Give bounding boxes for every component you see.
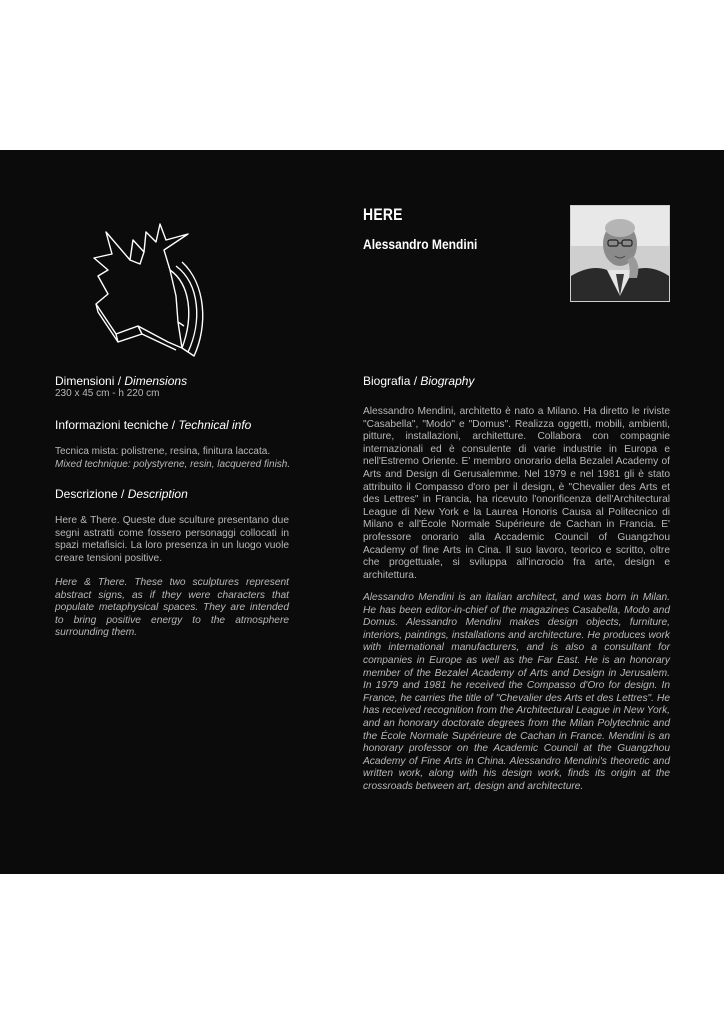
technical-text-italian: Tecnica mista: polistrene, resina, finitura laccata. bbox=[55, 446, 271, 457]
sculpture-drawing bbox=[78, 210, 208, 360]
artwork-title: HERE bbox=[363, 205, 403, 224]
description-heading: Descrizione / Description bbox=[55, 487, 188, 501]
biography-text-italian: Alessandro Mendini, architetto è nato a Milano. Ha diretto le riviste "Casabella", "Modo" e "Domus". Realizza oggetti, mobili, ambienti, pitture, installazioni, architetture. Collabora con compagnie internazionali ed è consulente di varie industrie in Europa e nell'Estremo Oriente. E' membro onorario della Bezalel Academy of Arts and Design di Gerusalemme. Nel 1979 e nel 1981 gli è stato attribuito il Compasso d'oro per il design, è "Chevalier des Arts et des Lettres" in Francia, ha ricevuto l'onorificenza dell'Architectural League di New York e la Laurea Honoris Causa al Politecnico di Milano e all'École Normale Supérieure de Cachan in Francia. E' professore onorario alla Accademic Council of Guangzhou Academy of fine Arts in Cina. Il suo lavoro, teorico e scritto, oltre che progettuale, si sviluppa all'incrocio fra arte, design e architettura. bbox=[363, 406, 670, 581]
description-text-english: Here & There. These two sculptures represent abstract signs, as if they were characters that populate metaphysical spaces. They are intended to bring positive energy to the atmosphere surrounding them. bbox=[55, 577, 289, 639]
technical-text-english: Mixed technique: polystyrene, resin, lacquered finish. bbox=[55, 459, 291, 470]
artist-portrait bbox=[570, 205, 670, 302]
biography-text-english: Alessandro Mendini is an italian architect, and was born in Milan. He has been editor-in-chief of the magazines Casabella, Modo and Domus. Alessandro Mendini makes design objects, furniture, interiors, paintings, installations and architecture. He produces work with international manufacturers, and is also a consultant for companies in Europe as well as the Far East. He is an honorary member of the Bezalel Academy of Arts and Design in Jerusalem. In 1979 and 1981 he received the Compasso d'Oro for design. In France, he carries the title of "Chevalier des Arts et des Lettres". He has received recognition from the Architectural League in New York, and an honorary doctorate degrees from the Milan Polytechnic and the École Normale Supérieure de Cachan in France. Mendini is an honorary professor on the Academic Council at the Guangzhou Academy of Fine Arts in China. Alessandro Mendini's theoretic and written work, along with his design work, finds its origin at the crossroads between art, design and architecture. bbox=[363, 592, 670, 792]
technical-heading: Informazioni tecniche / Technical info bbox=[55, 418, 252, 432]
portrait-photo-icon bbox=[571, 206, 669, 301]
biography-heading: Biografia / Biography bbox=[363, 374, 475, 388]
description-text-italian: Here & There. Queste due sculture presentano due segni astratti come fossero personaggi collocati in spazi metafisici. La loro presenza in un luogo vuole creare tensioni positive. bbox=[55, 515, 289, 564]
dimensions-value: 230 x 45 cm - h 220 cm bbox=[55, 388, 160, 399]
artist-name: Alessandro Mendini bbox=[363, 236, 478, 252]
dimensions-heading: Dimensioni / Dimensions bbox=[55, 374, 188, 388]
